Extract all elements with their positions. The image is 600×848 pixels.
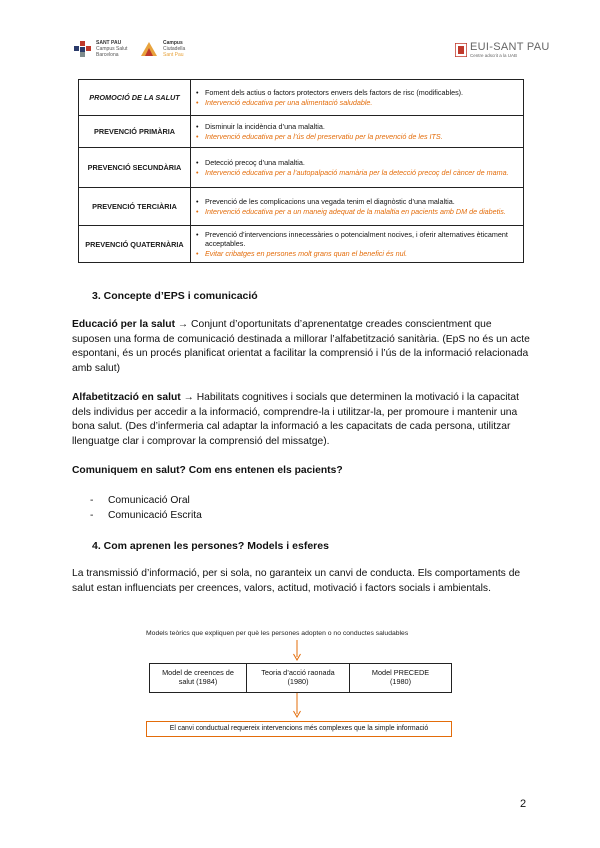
list-item: - Comunicació Escrita (90, 510, 202, 521)
section3-heading: 3. Concepte d’EPS i comunicació (92, 290, 258, 302)
row-label: PREVENCIÓ SECUNDÀRIA (79, 148, 191, 188)
logo2-line2: Ciutadella (163, 46, 186, 52)
down-arrow-icon (292, 693, 302, 719)
row-content (191, 226, 524, 263)
sant-pau-mark-icon (74, 41, 92, 57)
definition-item: • Prevenció d’intervencions innecessàries o potencialment nocives, i oferir alternatives èticament acceptables. (205, 230, 519, 249)
table-row (79, 148, 524, 188)
example-item: • Intervenció educativa per a un maneig adequat de la malaltia en pacients amb DM de diabetis. (205, 207, 519, 216)
logo-eui-sant-pau (455, 41, 550, 59)
row-content (191, 148, 524, 188)
model-box-creences: Model de creences de salut (1984) (149, 663, 247, 693)
logo3-sub: Centre adscrit a la UAB (470, 53, 518, 58)
campus-mark-icon (139, 40, 159, 58)
logo3-brand: EUI-SANT PAU (470, 41, 550, 53)
diagram-title: Models teòrics que expliquen per què les persones adopten o no conductes saludables (146, 630, 409, 637)
page-number: 2 (520, 798, 527, 810)
row-content (191, 188, 524, 226)
logo1-line3: Barcelona (96, 52, 119, 58)
row-content (191, 116, 524, 148)
example-item: • Evitar cribatges en persones molt grans quan el benefici és nul. (205, 249, 519, 258)
row-label: PREVENCIÓ QUATERNÀRIA (79, 226, 191, 263)
alf-arrow: → (180, 392, 197, 403)
logo-campus-ciutadella (139, 40, 185, 58)
eps-arrow: → (175, 319, 192, 330)
row-label: PROMOCIÓ DE LA SALUT (79, 80, 191, 116)
section4-heading: 4. Com aprenen les persones? Models i esferes (92, 540, 329, 552)
model-box-precede: Model PRECEDE (1980) (349, 663, 452, 693)
definition-item: • Detecció precoç d’una malaltia. (205, 158, 519, 167)
logo2-line3: Sant Pau (163, 52, 184, 58)
eps-term: Educació per la salut (72, 319, 176, 330)
definition-item: • Foment dels actius o factors protectors envers dels factors de risc (modificables). (205, 88, 519, 97)
alf-term: Alfabetització en salut (72, 392, 181, 403)
row-content (191, 80, 524, 116)
table-row (79, 116, 524, 148)
communication-question: Comuniquem en salut? Com ens entenen els pacients? (72, 465, 343, 476)
list-item: - Comunicació Oral (90, 495, 190, 506)
table-row (79, 188, 524, 226)
section4-paragraph: La transmissió d’informació, per si sola, no garanteix un canvi de conducta. Els comportaments de salut estan influenciats per creences, valors, actitud, motivació i factors socials i ambientals. (72, 568, 521, 594)
logo-sant-pau (74, 40, 127, 58)
prevention-table (78, 79, 524, 263)
example-item: • Intervenció educativa per a l’ús del preservatiu per la prevenció de les ITS. (205, 132, 519, 141)
definition-item: • Disminuir la incidència d’una malaltia. (205, 122, 519, 131)
example-item: • Intervenció educativa per una alimentació saludable. (205, 98, 519, 107)
eps-paragraph (72, 318, 530, 376)
definition-item: • Prevenció de les complicacions una vegada tenim el diagnòstic d’una malaltia. (205, 197, 519, 206)
alf-definition: Habilitats cognitives i socials que determinen la motivació i la capacitat dels individus per accedir a la informació, comprendre-la i utilitzar-la, per promoure i mantenir una bona salut. (Des d’infermeria cal adaptar la informació a les capacitats de cada persona, utilitzar llenguatge clar i comprovar la comprensió del missatge). (72, 392, 519, 447)
eps-definition: Conjunt d’oportunitats d’aprenentatge creades conscientment que suposen una forma de comunicació destinada a millorar l’alfabetització sanitària. (EpS no és un acte espontani, és un procés planificat orientat a facilitar la comprensió i l’ús de la informació relacionada amb salut) (72, 319, 530, 374)
row-label: PREVENCIÓ PRIMÀRIA (79, 116, 191, 148)
communication-list (90, 493, 202, 523)
eui-mark-icon (455, 43, 467, 57)
table-row (79, 226, 524, 263)
diagram-conclusion: El canvi conductual requereix intervencions més complexes que la simple informació (146, 721, 452, 737)
down-arrow-icon (292, 640, 302, 662)
row-label: PREVENCIÓ TERCIÀRIA (79, 188, 191, 226)
logo2-line1: Campus (163, 40, 183, 46)
model-box-accio-raonada: Teoria d’acció raonada (1980) (246, 663, 350, 693)
table-row (79, 80, 524, 116)
models-diagram (140, 628, 460, 743)
logo1-line2: Campus Salut (96, 46, 128, 52)
example-item: • Intervenció educativa per a l’autopalpació mamària per la detecció precoç del càncer de mama. (205, 168, 519, 177)
logo1-line1: SANT PAU (96, 40, 122, 46)
alfabetitzacio-paragraph (72, 391, 530, 449)
